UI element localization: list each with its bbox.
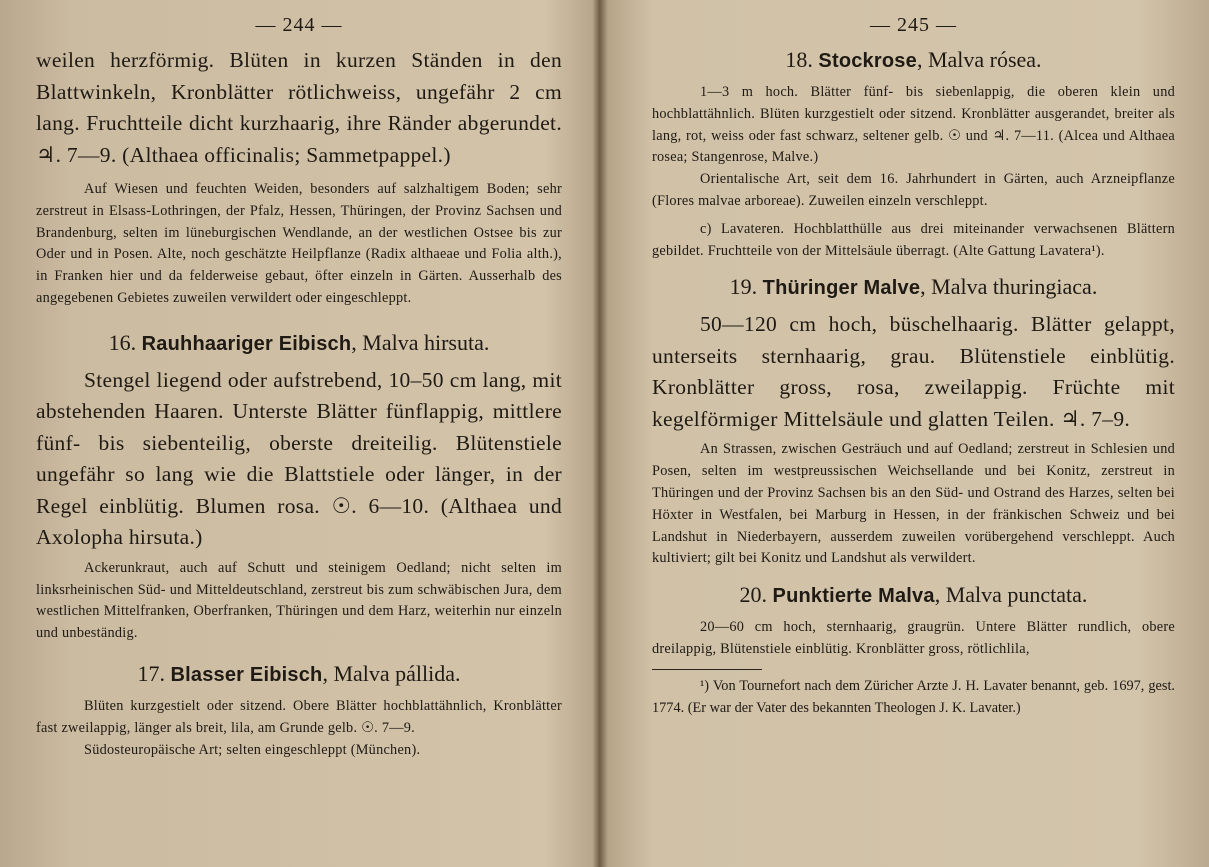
habitat-note-18: Orientalische Art, seit dem 16. Jahrhundert in Gärten, auch Arzneipflanze (Flores malvae arboreae). Zuweilen einzeln verschleppt. [652,171,1175,209]
species-heading-19: 19. Thüringer Malve, Malva thuringiaca. [729,274,1098,300]
species-heading-17: 17. Blasser Eibisch, Malva pállida. [137,660,461,686]
right-page [612,0,1209,867]
species-heading-20: 20. Punktierte Malva, Malva punctata. [739,582,1088,608]
group-c-lavateren: c) Lavateren. Hochblatthülle aus drei miteinander verwachsenen Blättern gebildet. Fruchtteile von der Mittelsäule überragt. (Alte Gattung Lavatera¹). [652,220,1175,259]
species-name-19: Thüringer Malve [762,277,921,300]
species-description-18: 1—3 m hoch. Blätter fünf- bis siebenlappig, die oberen klein und hochblattähnlich. Blüten kurzgestielt oder sitzend. Kronblätter ausgerandet, breiter als lang, rot, weiss oder fast schwarz, seltener gelb. ☉ und ♃. 7—11. (Alcea und Althaea rosea; Stangenrose, Malve.) [652,84,1175,166]
left-page [0,0,590,867]
species-description-16: Stengel liegend oder aufstrebend, 10–50 cm lang, mit abstehenden Haaren. Unterste Blätter fünflappig, mittlere fünf- bis siebenteilig, oberste dreiteilig. Blütenstiele ungefähr so lang wie die Blattstiele oder länger, in der Regel einblütig. Blumen rosa. ☉. 6—10. (Althaea und Axolopha hirsuta.) [36,367,562,550]
habitat-note-16: Ackerunkraut, auch auf Schutt und steinigem Oedland; nicht selten im linksrheinischen Süd- und Mitteldeutschland, zerstreut bis zum schwäbischen Jura, dem westlichen Mittelfranken, Oberfranken, Thüringen und dem Harz, weiterhin nur einzeln und unbeständig. [36,559,562,642]
footnote: ¹) Von Tournefort nach dem Züricher Arzte J. H. Lavater benannt, geb. 1697, gest. 1774. (Er war der Vater des bekannten Theologen J. K. Lavater.) [652,677,1175,716]
species-name-20: Punktierte Malva [772,585,935,608]
page-number-right: — 245 — [870,14,957,36]
species-description-19: 50—120 cm hoch, büschelhaarig. Blätter gelappt, unterseits sternhaarig, grau. Blütenstiele einblütig. Kronblätter gross, rosa, zweilappig. Früchte mit kegelförmiger Mittelsäule und glatten Teilen. ♃. 7–9. [652,312,1175,431]
habitat-note: Auf Wiesen und feuchten Weiden, besonders auf salzhaltigem Boden; sehr zerstreut in Elsass-Lothringen, der Pfalz, Hessen, Thüringen, der Provinz Sachsen und Brandenburg, selten im lüneburgischen Wendlande, an der westlichen Ostsee bis zur Oder und in Posen. Alte, noch geschätzte Heilpflanze (Radix althaeae und Folia alth.), in Franken hier und da felderweise gebaut, öfter einzeln in Gärten. Ausserhalb des angegebenen Gebietes zuweilen verwildert oder eingeschleppt. [36,181,562,306]
species-heading-16: 16. Rauhhaariger Eibisch, Malva hirsuta. [108,329,490,355]
continued-paragraph: weilen herzförmig. Blüten in kurzen Ständen in den Blattwinkeln, Kronblätter rötlichweiss, ungefähr 2 cm lang. Fruchtteile dicht kurzhaarig, ihre Ränder abgerundet. ♃. 7—9. (Althaea officinalis; Sammetpappel.) [36,48,562,167]
habitat-note-17: Südosteuropäische Art; selten eingeschleppt (München). [84,741,421,758]
habitat-note-19: An Strassen, zwischen Gesträuch und auf Oedland; zerstreut in Schlesien und Posen, selten im westpreussischen Weichsellande und bei Konitz, zerstreut in Thüringen und der Provinz Sachsen bis an den Süd- und Ostrand des Harzes, selten bei Höxter in Westfalen, bei Marburg in Hessen, in der fränkischen Schweiz und bei Landshut in Niederbayern, ausserdem zuweilen vorübergehend verschleppt. Auch kultiviert; gilt bei Konitz und Landshut als verwildert. [652,441,1175,567]
species-description-17: Blüten kurzgestielt oder sitzend. Obere Blätter hochblattähnlich, Kronblätter fast zweilappig, länger als breit, lila, am Grunde gelb. ☉. 7—9. [36,697,562,736]
footnote-rule [652,669,762,670]
species-name-18: Stockrose [818,50,917,72]
species-name-17: Blasser Eibisch [170,663,323,686]
species-heading-18: 18. Stockrose, Malva rósea. [785,47,1042,72]
page-number-left: — 244 — [255,14,343,36]
species-name-16: Rauhhaariger Eibisch [141,332,352,355]
species-description-20: 20—60 cm hoch, sternhaarig, graugrün. Untere Blätter rundlich, obere dreilappig, Blütenstiele einblütig. Kronblätter gross, rötlichlila, [652,619,1175,657]
